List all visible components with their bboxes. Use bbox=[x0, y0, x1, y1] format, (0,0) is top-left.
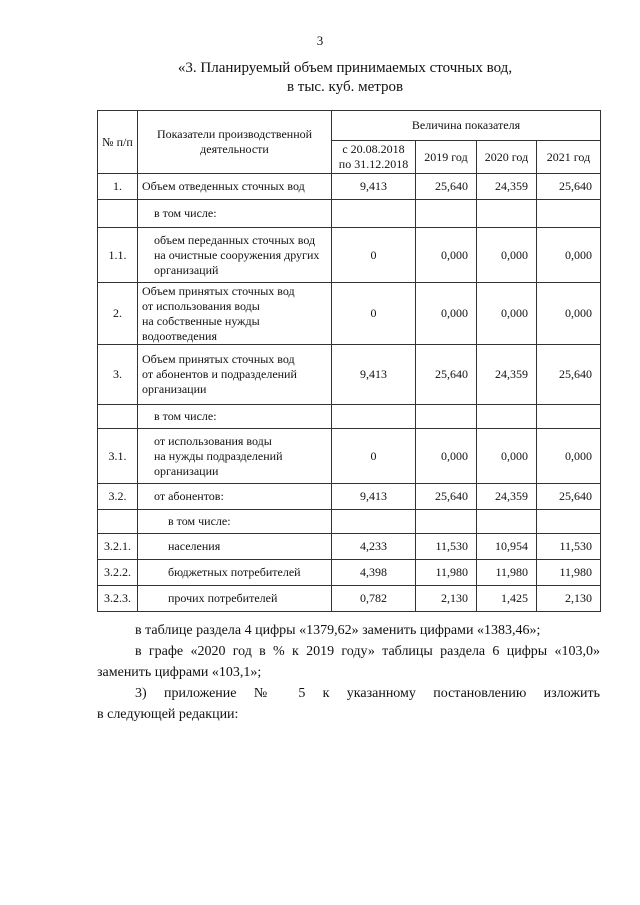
value-cell: 11,530 bbox=[537, 534, 601, 560]
value-cell: 0 bbox=[332, 429, 416, 484]
row-indicator bbox=[138, 405, 332, 429]
value-cell: 11,980 bbox=[537, 560, 601, 586]
value-cell: 25,640 bbox=[416, 345, 477, 405]
indicator-line: Объем отведенных сточных вод bbox=[142, 179, 305, 193]
value-cell: 4,398 bbox=[332, 560, 416, 586]
amendment-text bbox=[97, 620, 600, 725]
row-indicator bbox=[138, 560, 332, 586]
table-row bbox=[98, 405, 601, 429]
indicator-line: организации bbox=[154, 463, 219, 478]
indicator-line: от абонентов и подразделений bbox=[142, 367, 297, 381]
paragraph-3-line-2: в следующей редакции: bbox=[97, 707, 239, 722]
indicator-line: в том числе: bbox=[154, 409, 217, 423]
table-row bbox=[98, 586, 601, 612]
value-cell: 0,000 bbox=[537, 429, 601, 484]
row-number bbox=[98, 405, 138, 429]
table-row bbox=[98, 534, 601, 560]
indicator-line: на очистные сооружения других bbox=[154, 247, 320, 262]
row-indicator bbox=[138, 484, 332, 510]
value-cell bbox=[537, 405, 601, 429]
header-year-2019: 2019 год bbox=[416, 141, 477, 174]
value-cell bbox=[416, 405, 477, 429]
value-cell: 0,000 bbox=[477, 429, 537, 484]
value-cell bbox=[332, 200, 416, 228]
indicator-line: бюджетных потребителей bbox=[168, 565, 301, 579]
value-cell: 9,413 bbox=[332, 345, 416, 405]
value-cell: 10,954 bbox=[477, 534, 537, 560]
indicator-line: на собственные нужды bbox=[142, 313, 260, 328]
indicator-line: организации bbox=[142, 382, 207, 396]
row-indicator bbox=[138, 228, 332, 283]
value-cell: 0,000 bbox=[416, 429, 477, 484]
row-number: 1. bbox=[98, 174, 138, 200]
paragraph-1: в таблице раздела 4 цифры «1379,62» заменить цифрами «1383,46»; bbox=[135, 623, 541, 638]
value-cell: 25,640 bbox=[537, 174, 601, 200]
value-cell bbox=[332, 510, 416, 534]
value-cell: 11,980 bbox=[416, 560, 477, 586]
page-number: 3 bbox=[316, 33, 324, 48]
value-cell bbox=[537, 510, 601, 534]
row-number: 1.1. bbox=[98, 228, 138, 283]
table-row bbox=[98, 429, 601, 484]
table-heading bbox=[150, 59, 540, 97]
table-row bbox=[98, 283, 601, 345]
row-indicator bbox=[138, 586, 332, 612]
value-cell: 24,359 bbox=[477, 345, 537, 405]
row-number: 3.2.2. bbox=[98, 560, 138, 586]
table-row bbox=[98, 174, 601, 200]
paragraph-3-line-1: 3) приложение № 5 к указанному постановлению изложить bbox=[135, 686, 600, 701]
row-indicator bbox=[138, 510, 332, 534]
value-cell: 1,425 bbox=[477, 586, 537, 612]
row-number: 3.2.3. bbox=[98, 586, 138, 612]
table-row bbox=[98, 510, 601, 534]
header-year-2020: 2020 год bbox=[477, 141, 537, 174]
value-cell: 0 bbox=[332, 283, 416, 345]
value-cell: 0 bbox=[332, 228, 416, 283]
indicator-line: Объем принятых сточных вод bbox=[142, 283, 295, 298]
row-number: 3.2. bbox=[98, 484, 138, 510]
value-cell: 2,130 bbox=[537, 586, 601, 612]
indicator-line: от абонентов: bbox=[154, 489, 224, 503]
row-number: 3.2.1. bbox=[98, 534, 138, 560]
row-number: 3.1. bbox=[98, 429, 138, 484]
indicator-line: от использования воды bbox=[142, 298, 260, 313]
value-cell: 25,640 bbox=[537, 484, 601, 510]
header-year-2021: 2021 год bbox=[537, 141, 601, 174]
value-cell: 0,000 bbox=[477, 228, 537, 283]
indicator-line: от использования воды bbox=[154, 433, 272, 448]
indicator-line: объем переданных сточных вод bbox=[154, 232, 316, 247]
table-row bbox=[98, 484, 601, 510]
value-cell: 0,000 bbox=[416, 283, 477, 345]
value-cell: 25,640 bbox=[537, 345, 601, 405]
value-cell: 0,000 bbox=[537, 228, 601, 283]
header-indicator: Показатели производственной деятельности bbox=[138, 111, 332, 174]
row-number: 3. bbox=[98, 345, 138, 405]
indicator-line: в том числе: bbox=[168, 514, 231, 528]
row-indicator bbox=[138, 174, 332, 200]
value-cell: 11,980 bbox=[477, 560, 537, 586]
row-indicator bbox=[138, 345, 332, 405]
table-row bbox=[98, 560, 601, 586]
header-year-period: с 20.08.2018 по 31.12.2018 bbox=[332, 141, 416, 174]
value-cell bbox=[537, 200, 601, 228]
value-cell: 11,530 bbox=[416, 534, 477, 560]
paragraph-2-line-1: в графе «2020 год в % к 2019 году» таблицы раздела 6 цифры «103,0» bbox=[135, 644, 600, 659]
heading-line-2: в тыс. куб. метров bbox=[286, 79, 404, 95]
indicator-line: в том числе: bbox=[154, 206, 217, 220]
row-indicator bbox=[138, 283, 332, 345]
value-cell: 2,130 bbox=[416, 586, 477, 612]
row-number: 2. bbox=[98, 283, 138, 345]
value-cell: 0,000 bbox=[537, 283, 601, 345]
value-cell bbox=[416, 510, 477, 534]
header-value-group: Величина показателя bbox=[332, 111, 601, 141]
value-cell: 0,782 bbox=[332, 586, 416, 612]
table-row bbox=[98, 200, 601, 228]
paragraph-2-line-2: заменить цифрами «103,1»; bbox=[97, 665, 262, 680]
indicator-line: организаций bbox=[154, 262, 219, 277]
value-cell: 9,413 bbox=[332, 174, 416, 200]
value-cell: 25,640 bbox=[416, 484, 477, 510]
indicator-line: населения bbox=[168, 539, 221, 553]
value-cell: 24,359 bbox=[477, 174, 537, 200]
value-cell: 0,000 bbox=[477, 283, 537, 345]
indicator-line: Объем принятых сточных вод bbox=[142, 352, 295, 366]
table-body bbox=[98, 174, 601, 612]
wastewater-volume-table bbox=[97, 110, 601, 612]
value-cell bbox=[416, 200, 477, 228]
value-cell bbox=[332, 405, 416, 429]
row-indicator bbox=[138, 200, 332, 228]
value-cell: 9,413 bbox=[332, 484, 416, 510]
value-cell bbox=[477, 200, 537, 228]
value-cell: 0,000 bbox=[416, 228, 477, 283]
header-number: № п/п bbox=[98, 111, 138, 174]
indicator-line: водоотведения bbox=[142, 328, 217, 343]
value-cell bbox=[477, 510, 537, 534]
row-indicator bbox=[138, 429, 332, 484]
indicator-line: на нужды подразделений bbox=[154, 448, 283, 463]
row-number bbox=[98, 510, 138, 534]
value-cell: 4,233 bbox=[332, 534, 416, 560]
heading-line-1: «3. Планируемый объем принимаемых сточных вод, bbox=[177, 60, 513, 76]
row-indicator bbox=[138, 534, 332, 560]
table-row bbox=[98, 345, 601, 405]
indicator-line: прочих потребителей bbox=[168, 591, 278, 605]
table-row bbox=[98, 228, 601, 283]
value-cell bbox=[477, 405, 537, 429]
row-number bbox=[98, 200, 138, 228]
value-cell: 24,359 bbox=[477, 484, 537, 510]
value-cell: 25,640 bbox=[416, 174, 477, 200]
